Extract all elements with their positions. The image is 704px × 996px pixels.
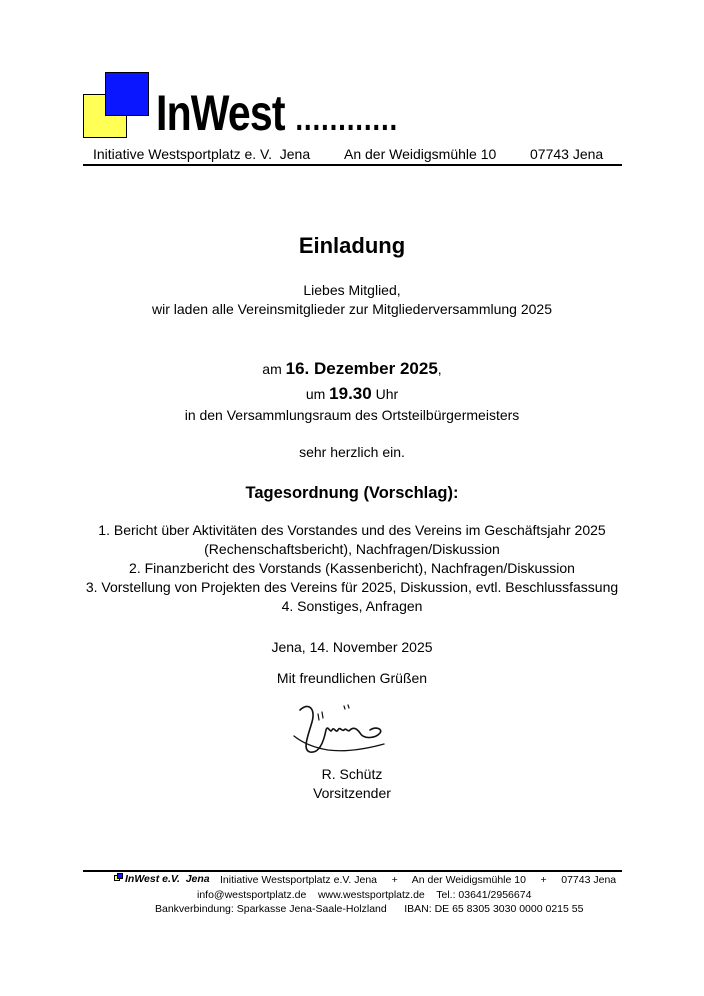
footer-address: Initiative Westsportplatz e.V. Jena + An der Weidigsmühle 10 + 07743 Jena (220, 874, 617, 886)
date-suffix: , (437, 361, 442, 377)
agenda-item: 3. Vorstellung von Projekten des Vereins für 2025, Diskussion, evtl. Beschlussfassung (85, 579, 619, 595)
intro-text: wir laden alle Vereinsmitglieder zur Mitgliederversammlung 2025 (152, 301, 552, 317)
agenda-item: (Rechenschaftsbericht), Nachfragen/Diskussion (204, 541, 500, 557)
footer-contact: info@westsportplatz.de www.westsportplatz.de Tel.: 03641/2956674 (197, 889, 532, 901)
footer-logo-icon (114, 873, 124, 881)
salutation: Liebes Mitglied, (303, 282, 401, 298)
meeting-time: 19.30 (329, 384, 372, 403)
signature-image (288, 700, 388, 758)
header-divider (83, 164, 622, 166)
time-suffix: Uhr (375, 386, 399, 402)
signer-name: R. Schütz (321, 766, 383, 782)
agenda-heading: Tagesordnung (Vorschlag): (245, 484, 459, 502)
brand-dots: ............ (295, 100, 399, 138)
header-street: An der Weidigsmühle 10 (344, 146, 497, 162)
logo-blue-square (105, 72, 149, 116)
logo (83, 72, 149, 138)
place-date: Jena, 14. November 2025 (271, 639, 433, 655)
letter-title: Einladung (298, 233, 406, 258)
header-org-name: Initiative Westsportplatz e. V. Jena (93, 146, 311, 162)
brand-text: InWest (156, 85, 285, 141)
footer-brand-text: InWest e.V. Jena (125, 873, 210, 885)
meeting-date: 16. Dezember 2025 (285, 359, 438, 378)
footer-bank: Bankverbindung: Sparkasse Jena-Saale-Holzland IBAN: DE 65 8305 3030 0000 0215 55 (155, 903, 584, 915)
footer-brand (114, 873, 210, 885)
brand-name (156, 85, 399, 144)
meeting-date-line (0, 358, 704, 380)
header-city: 07743 Jena (530, 146, 604, 162)
meeting-time-line (0, 383, 704, 405)
meeting-location: in den Versammlungsraum des Ortsteilbürgermeisters (184, 407, 520, 423)
signer-role: Vorsitzender (313, 785, 391, 801)
greeting: Mit freundlichen Grüßen (276, 670, 428, 686)
agenda-item: 4. Sonstiges, Anfragen (281, 598, 423, 614)
agenda-item: 1. Bericht über Aktivitäten des Vorstandes und des Vereins im Geschäftsjahr 2025 (98, 522, 606, 538)
closing-invite: sehr herzlich ein. (299, 444, 405, 460)
footer-divider (83, 870, 622, 872)
date-prefix: am (262, 361, 282, 377)
agenda-item: 2. Finanzbericht des Vorstands (Kassenbericht), Nachfragen/Diskussion (129, 560, 575, 576)
time-prefix: um (305, 386, 326, 402)
